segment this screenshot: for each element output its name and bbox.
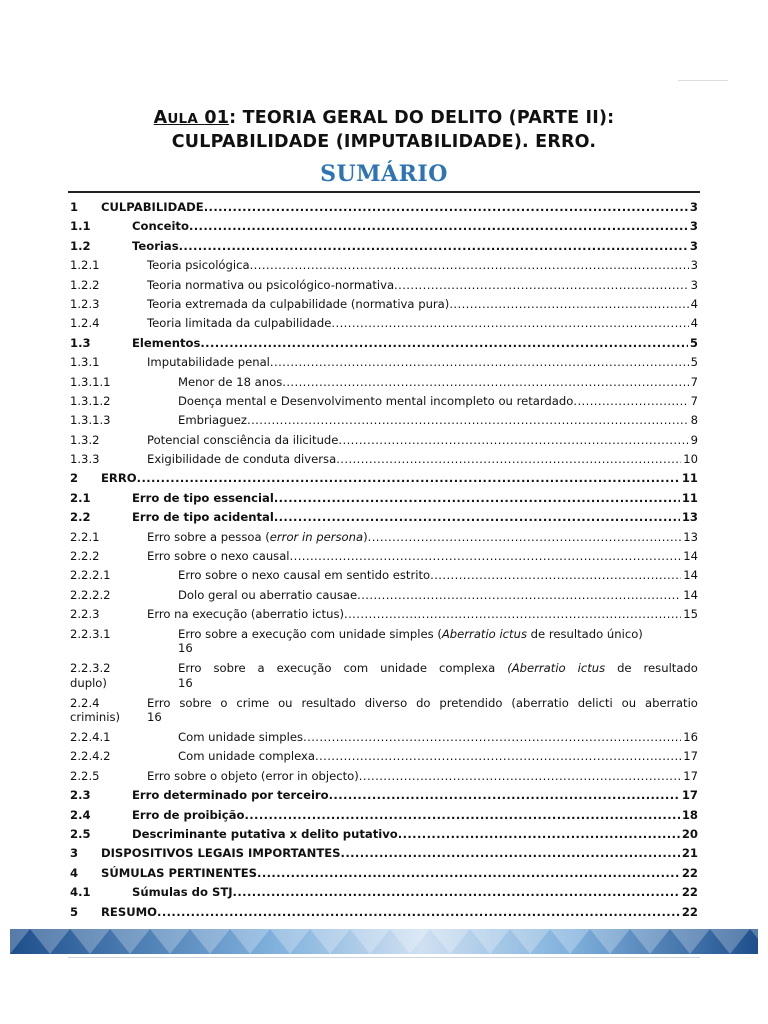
toc-entry[interactable] bbox=[68, 276, 700, 295]
toc-entry[interactable] bbox=[68, 528, 700, 547]
toc-entry-page: 5 bbox=[690, 355, 698, 370]
toc-leader-dots bbox=[290, 547, 682, 566]
toc-entry-line bbox=[132, 489, 698, 508]
toc-entry-title: Com unidade simples bbox=[178, 730, 304, 745]
toc-entry-line bbox=[178, 392, 698, 411]
toc-leader-dots bbox=[244, 806, 679, 825]
toc-entry-word: ou bbox=[621, 695, 637, 710]
toc-entry[interactable] bbox=[68, 844, 700, 863]
toc-entry[interactable] bbox=[68, 489, 700, 508]
toc-entry-line bbox=[132, 825, 698, 844]
toc-entry-line bbox=[147, 276, 698, 295]
toc-leader-dots bbox=[270, 353, 689, 372]
toc-leader-dots bbox=[344, 605, 681, 624]
toc-entry-page: 18 bbox=[681, 807, 698, 822]
toc-entry-number: 1.3.1 bbox=[70, 355, 100, 370]
toc-entry-title: Erro sobre o nexo causal em sentido estrito bbox=[178, 568, 431, 583]
toc-entry-number: 2.5 bbox=[70, 827, 91, 842]
toc-entry-line bbox=[147, 694, 698, 713]
toc-entry-page: 3 bbox=[689, 219, 698, 234]
toc-entry-word: sobre bbox=[213, 661, 246, 676]
toc-entry-page: 22 bbox=[681, 885, 698, 900]
toc-entry-line bbox=[147, 256, 698, 275]
toc-entry-page: 20 bbox=[681, 827, 698, 842]
toc-entry-word: Erro bbox=[178, 661, 202, 676]
toc-entry-line bbox=[178, 625, 698, 644]
toc-entry-title: Erro sobre a execução com unidade simples ( bbox=[178, 626, 442, 641]
toc-leader-dots bbox=[357, 586, 681, 605]
toc-entry-line bbox=[132, 217, 698, 236]
toc-entry-word: ou bbox=[278, 695, 293, 710]
toc-entry-number: 2.2.2.2 bbox=[70, 587, 111, 602]
toc-entry-line bbox=[147, 431, 698, 450]
toc-entry-number: 1.3 bbox=[70, 335, 91, 350]
toc-entry[interactable] bbox=[68, 411, 700, 430]
toc-entry[interactable] bbox=[68, 694, 700, 729]
toc-leader-dots bbox=[430, 566, 681, 585]
toc-entry-page: 16 bbox=[683, 730, 698, 745]
toc-entry-number: 2.2.3 bbox=[70, 607, 100, 622]
toc-entry-title: Erro sobre o nexo causal bbox=[147, 549, 290, 564]
toc-entry-line bbox=[132, 883, 698, 902]
decorative-banner bbox=[10, 929, 758, 954]
toc-entry-word: aberratio bbox=[645, 695, 698, 710]
toc-entry-number: 2.2.4 bbox=[70, 695, 100, 710]
toc-entry-number: 1.3.1.3 bbox=[70, 413, 111, 428]
toc-entry[interactable] bbox=[68, 728, 700, 747]
toc-entry[interactable] bbox=[68, 508, 700, 527]
toc-entry-line bbox=[178, 747, 698, 766]
toc-leader-dots bbox=[233, 883, 680, 902]
toc-entry-number: 1.2.4 bbox=[70, 316, 100, 331]
toc-entry-number: 2.1 bbox=[70, 490, 91, 505]
toc-entry-page: 22 bbox=[681, 865, 698, 880]
toc-entry-number: 1.3.1.2 bbox=[70, 393, 111, 408]
toc-entry-italic: Aberratio ictus bbox=[441, 626, 527, 641]
toc-entry-number: 1.3.2 bbox=[70, 432, 100, 447]
toc-entry-number: 1.3.3 bbox=[70, 452, 100, 467]
title-line-1 bbox=[0, 107, 768, 130]
toc-entry-title: Erro sobre a pessoa ( bbox=[147, 529, 270, 544]
toc-entry-word: ictus bbox=[577, 661, 606, 676]
toc-leader-dots bbox=[257, 864, 680, 883]
toc-entry[interactable] bbox=[68, 767, 700, 786]
toc-entry-title: Erro na execução (aberratio ictus) bbox=[147, 607, 345, 622]
toc-entry-word: unidade bbox=[380, 661, 428, 676]
toc-leader-dots bbox=[338, 431, 688, 450]
toc-entry-title: Teoria limitada da culpabilidade bbox=[147, 316, 332, 331]
toc-entry[interactable] bbox=[68, 605, 700, 624]
toc-entry-number: 1.2.3 bbox=[70, 296, 100, 311]
toc-entry-word: o bbox=[220, 695, 228, 710]
toc-leader-dots bbox=[137, 469, 680, 488]
toc-entry-number: 2.2 bbox=[70, 510, 91, 525]
toc-entry-number: 1.2.2 bbox=[70, 277, 100, 292]
toc-entry-title: Erro determinado por terceiro bbox=[132, 788, 329, 803]
toc-entry[interactable] bbox=[68, 586, 700, 605]
toc-entry[interactable] bbox=[68, 547, 700, 566]
toc-entry-page: 17 bbox=[681, 788, 698, 803]
toc-entry-line bbox=[147, 528, 698, 547]
toc-entry-page: 17 bbox=[683, 768, 698, 783]
toc-entry-number: 4.1 bbox=[70, 885, 91, 900]
toc-entry-title-end: de resultado único) bbox=[527, 626, 643, 641]
toc-entry-line bbox=[178, 659, 698, 678]
toc-entry[interactable] bbox=[68, 566, 700, 585]
toc-entry-line bbox=[178, 566, 698, 585]
toc-entry-page: 4 bbox=[690, 296, 698, 311]
toc-entry-title: Potencial consciência da ilicitude bbox=[147, 432, 339, 447]
toc-entry-line bbox=[178, 411, 698, 430]
toc-entry-title: Teoria extremada da culpabilidade (normativa pura) bbox=[147, 296, 450, 311]
toc-entry[interactable] bbox=[68, 903, 700, 922]
toc-entry-number: 1.2.1 bbox=[70, 258, 100, 273]
toc-entry[interactable] bbox=[68, 314, 700, 333]
toc-entry-title: Doença mental e Desenvolvimento mental incompleto ou retardado bbox=[178, 393, 574, 408]
toc-entry[interactable] bbox=[68, 806, 700, 825]
toc-entry[interactable] bbox=[68, 469, 700, 488]
top-right-line bbox=[678, 80, 728, 81]
toc-entry-title: Exigibilidade de conduta diversa bbox=[147, 452, 337, 467]
toc-leader-dots bbox=[179, 237, 688, 256]
toc-entry-title: Conceito bbox=[132, 219, 189, 234]
toc-entry-number: 5 bbox=[70, 904, 79, 919]
toc-entry[interactable] bbox=[68, 864, 700, 883]
toc-entry-number: 1.3.1.1 bbox=[70, 374, 111, 389]
toc-entry-title: Embriaguez bbox=[178, 413, 247, 428]
toc-entry-page: 11 bbox=[681, 490, 698, 505]
toc-entry-page: 11 bbox=[681, 471, 698, 486]
toc-entry-line bbox=[147, 547, 698, 566]
toc-entry-word: pretendido bbox=[439, 695, 503, 710]
toc-entry[interactable] bbox=[68, 659, 700, 694]
toc-entry-number: 2.2.2 bbox=[70, 549, 100, 564]
toc-entry[interactable] bbox=[68, 256, 700, 275]
toc-leader-dots bbox=[204, 198, 688, 217]
title-line-1-rest: : TEORIA GERAL DO DELITO (PARTE II): bbox=[229, 108, 615, 128]
toc-entry-title: Teorias bbox=[132, 238, 179, 253]
toc-entry-word: delicti bbox=[577, 695, 613, 710]
toc-entry[interactable] bbox=[68, 217, 700, 236]
toc-entry-number: 2.2.2.1 bbox=[70, 568, 111, 583]
toc-entry-page: 22 bbox=[681, 904, 698, 919]
toc-entry-title: SÚMULAS PERTINENTES bbox=[101, 865, 258, 880]
toc-leader-dots bbox=[200, 334, 688, 353]
title-line-2: CULPABILIDADE (IMPUTABILIDADE). ERRO. bbox=[171, 132, 597, 152]
toc-entry-word: resultado bbox=[301, 695, 356, 710]
toc-entry-line bbox=[101, 469, 698, 488]
sumario-heading: SUMÁRIO bbox=[320, 161, 448, 187]
toc-leader-dots bbox=[359, 767, 681, 786]
toc-entry-page: 17 bbox=[683, 749, 698, 764]
toc-entry-page: 13 bbox=[681, 510, 698, 525]
toc-entry-word: Erro bbox=[147, 695, 171, 710]
toc-entry-title: Com unidade complexa bbox=[178, 749, 315, 764]
toc-entry[interactable] bbox=[68, 295, 700, 314]
toc-leader-dots bbox=[449, 295, 688, 314]
toc-entry-page: 14 bbox=[683, 549, 698, 564]
toc-entry-title: Descriminante putativa x delito putativo bbox=[132, 827, 398, 842]
toc-entry-number: 2.2.3.1 bbox=[70, 626, 111, 641]
toc-entry-title: Erro de proibição bbox=[132, 807, 245, 822]
toc-entry-page: 5 bbox=[689, 335, 698, 350]
toc-leader-dots bbox=[336, 450, 681, 469]
toc-entry-title: Erro de tipo essencial bbox=[132, 490, 274, 505]
toc-entry-line bbox=[132, 334, 698, 353]
toc-entry-number: 2.2.4.2 bbox=[70, 749, 111, 764]
toc-entry-page: 16 bbox=[178, 675, 193, 690]
toc-leader-dots bbox=[274, 508, 680, 527]
toc-entry-number: 2.2.4.1 bbox=[70, 730, 111, 745]
toc-entry-page: 14 bbox=[683, 568, 698, 583]
toc-leader-dots bbox=[368, 528, 682, 547]
toc-entry-line bbox=[147, 450, 698, 469]
toc-entry-page: 15 bbox=[683, 607, 698, 622]
toc-entry-line bbox=[147, 605, 698, 624]
toc-entry-line bbox=[147, 353, 698, 372]
toc-entry-line bbox=[101, 198, 698, 217]
toc-entry-page: 7 bbox=[690, 393, 698, 408]
toc-entry-word: de bbox=[617, 661, 632, 676]
toc-entry-word: do bbox=[416, 695, 431, 710]
toc-entry-number: 2.3 bbox=[70, 788, 91, 803]
toc-entry-title: Teoria psicológica bbox=[147, 258, 250, 273]
toc-entry-page: 13 bbox=[683, 529, 698, 544]
toc-entry-word: crime bbox=[236, 695, 270, 710]
toc-entry-line bbox=[147, 295, 698, 314]
toc-entry-title: Teoria normativa ou psicológico-normativa bbox=[147, 277, 395, 292]
toc-entry-number: 1 bbox=[70, 200, 79, 214]
heading-rule bbox=[68, 191, 700, 193]
toc-entry-line bbox=[147, 767, 698, 786]
toc-entry-word: (Aberratio bbox=[507, 661, 566, 676]
toc-entry[interactable] bbox=[68, 625, 700, 660]
toc-entry[interactable] bbox=[68, 392, 700, 411]
toc-leader-dots bbox=[247, 411, 689, 430]
toc-leader-dots bbox=[274, 489, 680, 508]
toc-entry-line bbox=[132, 237, 698, 256]
toc-entry-number: 2.2.3.2 bbox=[70, 661, 111, 676]
toc-entry-number: 2.4 bbox=[70, 807, 91, 822]
toc-entry[interactable] bbox=[68, 198, 700, 217]
toc-entry-word: diverso bbox=[364, 695, 408, 710]
toc-entry-word: execução bbox=[276, 661, 332, 676]
toc-entry-page: 16 bbox=[147, 710, 162, 725]
toc-entry-title: Dolo geral ou aberratio causae bbox=[178, 587, 358, 602]
toc-entry-page: 10 bbox=[683, 452, 698, 467]
toc-leader-dots bbox=[303, 728, 681, 747]
toc-entry-page: 3 bbox=[690, 277, 698, 292]
toc-entry-word: a bbox=[257, 661, 265, 676]
toc-entry-word: com bbox=[343, 661, 369, 676]
toc-entry-line bbox=[178, 728, 698, 747]
toc-entry-word: complexa bbox=[438, 661, 496, 676]
toc-leader-dots bbox=[341, 844, 680, 863]
toc-entry-line bbox=[101, 844, 698, 863]
toc-leader-dots bbox=[250, 256, 689, 275]
toc-entry[interactable] bbox=[68, 334, 700, 353]
toc-entry-number-cont: criminis) bbox=[70, 710, 121, 725]
toc-entry[interactable] bbox=[68, 825, 700, 844]
toc-entry-page: 8 bbox=[690, 413, 698, 428]
toc-entry-line bbox=[178, 586, 698, 605]
toc-entry-word: resultado bbox=[643, 661, 698, 676]
toc-leader-dots bbox=[398, 825, 680, 844]
toc-leader-dots bbox=[573, 392, 688, 411]
toc-entry-title: DISPOSITIVOS LEGAIS IMPORTANTES bbox=[101, 846, 341, 861]
aula-label: AULA 01 bbox=[153, 108, 230, 128]
toc-entry-title: Erro de tipo acidental bbox=[132, 510, 274, 525]
toc-entry-title: Imputabilidade penal bbox=[147, 355, 270, 370]
toc-entry-title: Súmulas do STJ bbox=[132, 885, 233, 900]
toc-leader-dots bbox=[315, 747, 681, 766]
toc-entry-line bbox=[147, 314, 698, 333]
toc-leader-dots bbox=[157, 903, 680, 922]
toc-entry-number: 2.2.5 bbox=[70, 768, 100, 783]
toc-entry-number: 4 bbox=[70, 865, 79, 880]
toc-entry-title: RESUMO bbox=[101, 904, 158, 919]
toc-entry-title: CULPABILIDADE bbox=[101, 200, 204, 214]
toc-entry-number-cont: duplo) bbox=[70, 675, 107, 690]
toc-entry-word: sobre bbox=[179, 695, 212, 710]
toc-entry-page: 21 bbox=[681, 846, 698, 861]
toc-entry[interactable] bbox=[68, 786, 700, 805]
toc-entry-number: 1.2 bbox=[70, 238, 91, 253]
toc-entry[interactable] bbox=[68, 353, 700, 372]
toc-entry-page: 7 bbox=[690, 374, 698, 389]
toc-entry-line bbox=[132, 508, 698, 527]
toc-entry-number: 2.2.1 bbox=[70, 529, 100, 544]
toc-entry[interactable] bbox=[68, 450, 700, 469]
toc-entry-word: (aberratio bbox=[511, 695, 569, 710]
toc-entry-page: 4 bbox=[690, 316, 698, 331]
toc-entry-number: 2 bbox=[70, 471, 79, 486]
toc-entry-line bbox=[132, 786, 698, 805]
toc-leader-dots bbox=[394, 276, 689, 295]
toc-entry-number: 3 bbox=[70, 846, 79, 861]
toc-entry-title-end: ) bbox=[363, 529, 368, 544]
toc-entry-page: 9 bbox=[690, 432, 698, 447]
toc-entry-page: 3 bbox=[689, 200, 698, 214]
toc-entry-line bbox=[101, 903, 698, 922]
toc-entry-page: 3 bbox=[690, 258, 698, 273]
footer-line bbox=[68, 957, 700, 958]
toc-entry-title: Erro sobre o objeto (error in objecto) bbox=[147, 768, 359, 783]
toc-entry-page: 16 bbox=[178, 641, 193, 656]
toc-entry-line bbox=[132, 806, 698, 825]
toc-entry-number: 1.1 bbox=[70, 219, 91, 234]
toc-entry-page: 14 bbox=[683, 587, 698, 602]
toc-leader-dots bbox=[189, 217, 688, 236]
toc-leader-dots bbox=[329, 786, 680, 805]
toc-leader-dots bbox=[331, 314, 688, 333]
toc-entry-line bbox=[101, 864, 698, 883]
toc-entry-page: 3 bbox=[689, 238, 698, 253]
toc-leader-dots bbox=[282, 373, 688, 392]
toc-entry-title: ERRO bbox=[101, 471, 137, 486]
toc-entry[interactable] bbox=[68, 883, 700, 902]
toc-entry-line bbox=[178, 373, 698, 392]
toc-entry-title: Menor de 18 anos bbox=[178, 374, 283, 389]
table-of-contents bbox=[68, 198, 700, 922]
toc-entry[interactable] bbox=[68, 237, 700, 256]
toc-entry-italic: error in persona bbox=[269, 529, 364, 544]
toc-entry[interactable] bbox=[68, 747, 700, 766]
toc-entry[interactable] bbox=[68, 431, 700, 450]
toc-entry-title: Elementos bbox=[132, 335, 201, 350]
toc-entry[interactable] bbox=[68, 373, 700, 392]
